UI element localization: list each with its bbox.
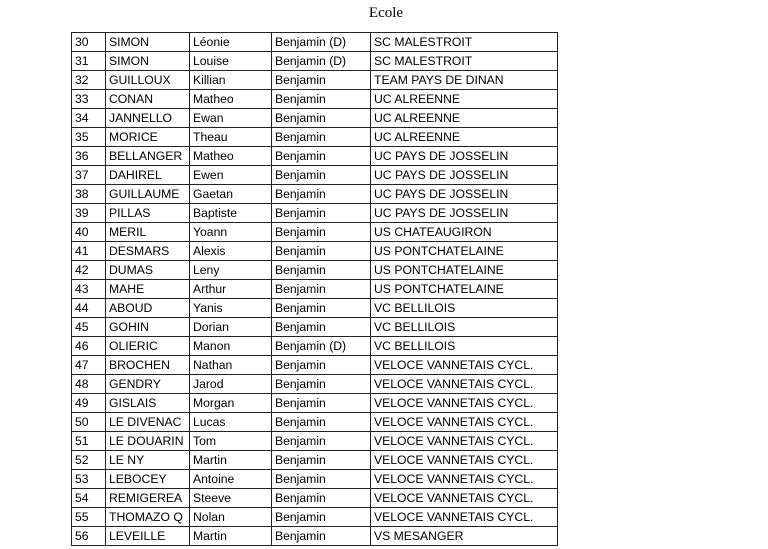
last-name-cell: DUMAS [106, 261, 190, 280]
last-name-cell: MAHE [106, 280, 190, 299]
last-name-cell: CONAN [106, 90, 190, 109]
last-name-cell: GUILLOUX [106, 71, 190, 90]
club-cell: US PONTCHATELAINE [371, 261, 558, 280]
category-cell: Benjamin [272, 242, 371, 261]
last-name-cell: ABOUD [106, 299, 190, 318]
table-row [72, 109, 558, 128]
last-name-cell: LEVEILLE [106, 527, 190, 546]
first-name-cell: Nathan [190, 356, 272, 375]
rider-number-cell: 55 [72, 508, 106, 527]
category-cell: Benjamin [272, 318, 371, 337]
table-row [72, 185, 558, 204]
table-row [72, 527, 558, 546]
club-cell: UC ALREENNE [371, 109, 558, 128]
category-cell: Benjamin [272, 299, 371, 318]
club-cell: VELOCE VANNETAIS CYCL. [371, 508, 558, 527]
club-cell: US PONTCHATELAINE [371, 242, 558, 261]
last-name-cell: GOHIN [106, 318, 190, 337]
rider-number-cell: 48 [72, 375, 106, 394]
last-name-cell: SIMON [106, 52, 190, 71]
first-name-cell: Baptiste [190, 204, 272, 223]
rider-number-cell: 49 [72, 394, 106, 413]
table-row [72, 52, 558, 71]
rider-number-cell: 54 [72, 489, 106, 508]
rider-number-cell: 32 [72, 71, 106, 90]
club-cell: UC PAYS DE JOSSELIN [371, 185, 558, 204]
category-cell: Benjamin [272, 508, 371, 527]
table-row [72, 147, 558, 166]
rider-number-cell: 40 [72, 223, 106, 242]
first-name-cell: Jarod [190, 375, 272, 394]
table-row [72, 261, 558, 280]
last-name-cell: OLIERIC [106, 337, 190, 356]
rider-number-cell: 47 [72, 356, 106, 375]
club-cell: UC ALREENNE [371, 128, 558, 147]
category-cell: Benjamin [272, 223, 371, 242]
category-cell: Benjamin [272, 147, 371, 166]
rider-number-cell: 37 [72, 166, 106, 185]
club-cell: UC PAYS DE JOSSELIN [371, 147, 558, 166]
category-cell: Benjamin [272, 128, 371, 147]
last-name-cell: LEBOCEY [106, 470, 190, 489]
first-name-cell: Nolan [190, 508, 272, 527]
club-cell: VS MESANGER [371, 527, 558, 546]
rider-number-cell: 34 [72, 109, 106, 128]
last-name-cell: MERIL [106, 223, 190, 242]
category-cell: Benjamin [272, 204, 371, 223]
rider-number-cell: 50 [72, 413, 106, 432]
last-name-cell: LE DIVENAC [106, 413, 190, 432]
rider-number-cell: 53 [72, 470, 106, 489]
club-cell: VELOCE VANNETAIS CYCL. [371, 470, 558, 489]
first-name-cell: Yanis [190, 299, 272, 318]
first-name-cell: Louise [190, 52, 272, 71]
club-cell: VC BELLILOIS [371, 299, 558, 318]
last-name-cell: DAHIREL [106, 166, 190, 185]
table-row [72, 128, 558, 147]
club-cell: VC BELLILOIS [371, 318, 558, 337]
last-name-cell: MORICE [106, 128, 190, 147]
club-cell: US PONTCHATELAINE [371, 280, 558, 299]
category-cell: Benjamin (D) [272, 337, 371, 356]
category-cell: Benjamin (D) [272, 52, 371, 71]
category-cell: Benjamin [272, 90, 371, 109]
first-name-cell: Léonie [190, 33, 272, 52]
last-name-cell: SIMON [106, 33, 190, 52]
rider-number-cell: 45 [72, 318, 106, 337]
club-cell: SC MALESTROIT [371, 33, 558, 52]
first-name-cell: Manon [190, 337, 272, 356]
last-name-cell: REMIGEREA [106, 489, 190, 508]
category-cell: Benjamin [272, 356, 371, 375]
first-name-cell: Lucas [190, 413, 272, 432]
first-name-cell: Killian [190, 71, 272, 90]
club-cell: VELOCE VANNETAIS CYCL. [371, 432, 558, 451]
table-row [72, 451, 558, 470]
club-cell: SC MALESTROIT [371, 52, 558, 71]
last-name-cell: LE NY [106, 451, 190, 470]
first-name-cell: Martin [190, 527, 272, 546]
table-row [72, 489, 558, 508]
rider-number-cell: 39 [72, 204, 106, 223]
table-row [72, 470, 558, 489]
club-cell: UC ALREENNE [371, 90, 558, 109]
first-name-cell: Martin [190, 451, 272, 470]
first-name-cell: Yoann [190, 223, 272, 242]
last-name-cell: JANNELLO [106, 109, 190, 128]
rider-number-cell: 42 [72, 261, 106, 280]
last-name-cell: THOMAZO Q [106, 508, 190, 527]
club-cell: US CHATEAUGIRON [371, 223, 558, 242]
club-cell: VELOCE VANNETAIS CYCL. [371, 489, 558, 508]
rider-number-cell: 43 [72, 280, 106, 299]
last-name-cell: GENDRY [106, 375, 190, 394]
club-cell: VC BELLILOIS [371, 337, 558, 356]
last-name-cell: LE DOUARIN [106, 432, 190, 451]
last-name-cell: GUILLAUME [106, 185, 190, 204]
table-row [72, 508, 558, 527]
last-name-cell: BELLANGER [106, 147, 190, 166]
first-name-cell: Gaetan [190, 185, 272, 204]
table-row [72, 356, 558, 375]
first-name-cell: Tom [190, 432, 272, 451]
club-cell: VELOCE VANNETAIS CYCL. [371, 451, 558, 470]
rider-number-cell: 52 [72, 451, 106, 470]
club-cell: UC PAYS DE JOSSELIN [371, 204, 558, 223]
first-name-cell: Ewen [190, 166, 272, 185]
table-row [72, 33, 558, 52]
category-cell: Benjamin [272, 451, 371, 470]
table-row [72, 166, 558, 185]
category-cell: Benjamin (D) [272, 33, 371, 52]
rider-number-cell: 56 [72, 527, 106, 546]
first-name-cell: Leny [190, 261, 272, 280]
table-row [72, 223, 558, 242]
last-name-cell: BROCHEN [106, 356, 190, 375]
first-name-cell: Steeve [190, 489, 272, 508]
table-row [72, 299, 558, 318]
first-name-cell: Dorian [190, 318, 272, 337]
first-name-cell: Theau [190, 128, 272, 147]
table-row [72, 242, 558, 261]
club-cell: VELOCE VANNETAIS CYCL. [371, 413, 558, 432]
table-row [72, 90, 558, 109]
table-row [72, 204, 558, 223]
club-cell: VELOCE VANNETAIS CYCL. [371, 375, 558, 394]
last-name-cell: DESMARS [106, 242, 190, 261]
rider-number-cell: 51 [72, 432, 106, 451]
category-cell: Benjamin [272, 280, 371, 299]
first-name-cell: Alexis [190, 242, 272, 261]
last-name-cell: GISLAIS [106, 394, 190, 413]
category-cell: Benjamin [272, 432, 371, 451]
rider-number-cell: 31 [72, 52, 106, 71]
club-cell: TEAM PAYS DE DINAN [371, 71, 558, 90]
table-row [72, 71, 558, 90]
first-name-cell: Morgan [190, 394, 272, 413]
category-cell: Benjamin [272, 527, 371, 546]
table-row [72, 337, 558, 356]
club-cell: VELOCE VANNETAIS CYCL. [371, 394, 558, 413]
rider-number-cell: 46 [72, 337, 106, 356]
category-cell: Benjamin [272, 413, 371, 432]
table-row [72, 318, 558, 337]
category-cell: Benjamin [272, 489, 371, 508]
table-row [72, 375, 558, 394]
club-cell: VELOCE VANNETAIS CYCL. [371, 356, 558, 375]
table-row [72, 432, 558, 451]
rider-number-cell: 35 [72, 128, 106, 147]
rider-number-cell: 41 [72, 242, 106, 261]
results-table-body [72, 33, 558, 546]
first-name-cell: Matheo [190, 147, 272, 166]
first-name-cell: Arthur [190, 280, 272, 299]
club-cell: UC PAYS DE JOSSELIN [371, 166, 558, 185]
category-cell: Benjamin [272, 71, 371, 90]
table-row [72, 413, 558, 432]
rider-number-cell: 44 [72, 299, 106, 318]
category-cell: Benjamin [272, 166, 371, 185]
category-cell: Benjamin [272, 185, 371, 204]
results-table [71, 32, 558, 546]
category-cell: Benjamin [272, 394, 371, 413]
category-cell: Benjamin [272, 261, 371, 280]
category-cell: Benjamin [272, 109, 371, 128]
first-name-cell: Ewan [190, 109, 272, 128]
rider-number-cell: 36 [72, 147, 106, 166]
rider-number-cell: 38 [72, 185, 106, 204]
table-row [72, 280, 558, 299]
last-name-cell: PILLAS [106, 204, 190, 223]
table-row [72, 394, 558, 413]
category-cell: Benjamin [272, 470, 371, 489]
first-name-cell: Matheo [190, 90, 272, 109]
rider-number-cell: 33 [72, 90, 106, 109]
rider-number-cell: 30 [72, 33, 106, 52]
first-name-cell: Antoine [190, 470, 272, 489]
page-title: Ecole [368, 5, 404, 21]
category-cell: Benjamin [272, 375, 371, 394]
